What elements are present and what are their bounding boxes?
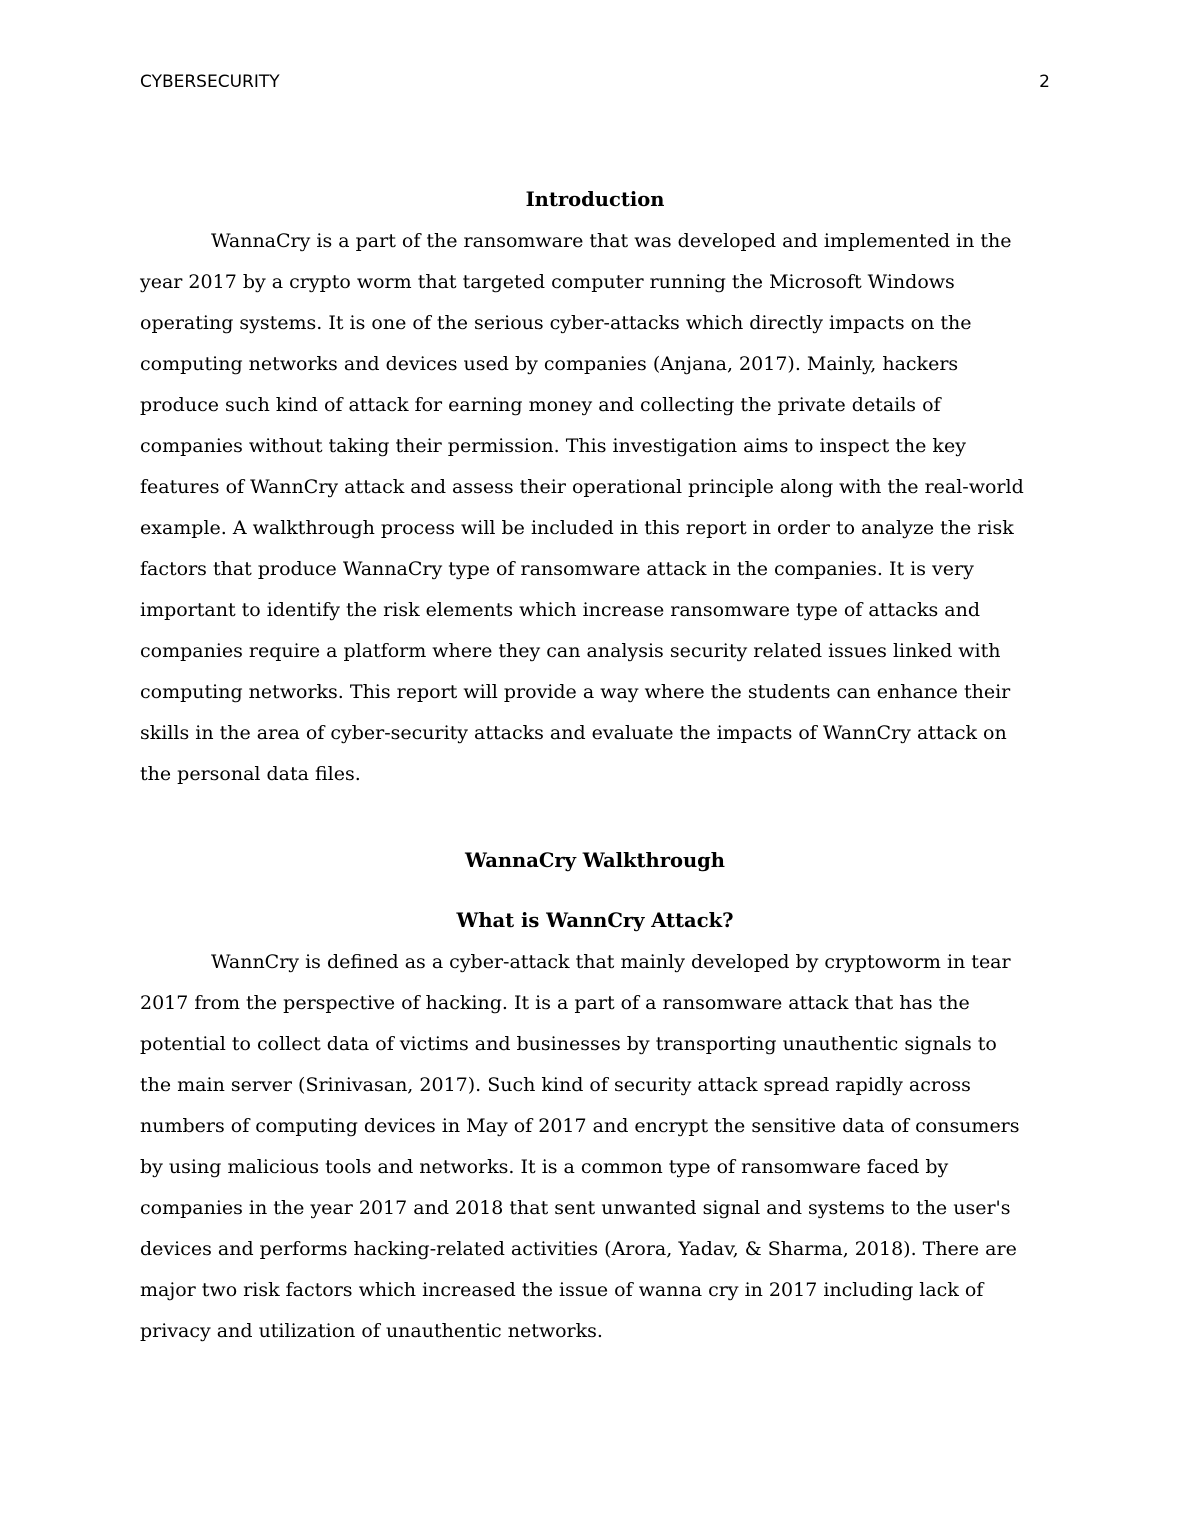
paragraph-line: companies in the year 2017 and 2018 that sent unwanted signal and systems to the user's — [140, 1197, 1011, 1219]
paragraph-line: computing networks and devices used by companies (Anjana, 2017). Mainly, hackers — [140, 353, 959, 375]
paragraph-line: skills in the area of cyber-security attacks and evaluate the impacts of WannCry attack on — [140, 722, 1007, 744]
heading-wannacry-walkthrough: WannaCry Walkthrough — [465, 849, 725, 872]
paragraph-line: computing networks. This report will provide a way where the students can enhance their — [140, 681, 1011, 703]
paragraph-line: important to identify the risk elements which increase ransomware type of attacks and — [140, 599, 980, 621]
paragraph-introduction — [140, 221, 1050, 795]
paragraph-line: the personal data files. — [140, 763, 361, 785]
page-number: 2 — [1039, 72, 1050, 92]
paragraph-line: WannCry is defined as a cyber-attack that mainly developed by cryptoworm in tear — [211, 951, 1011, 973]
paragraph-line: produce such kind of attack for earning money and collecting the private details of — [140, 394, 941, 416]
paragraph-line: potential to collect data of victims and businesses by transporting unauthentic signals to — [140, 1033, 997, 1055]
paragraph-line: example. A walkthrough process will be included in this report in order to analyze the risk — [140, 517, 1014, 539]
paragraph-line: companies require a platform where they can analysis security related issues linked with — [140, 640, 1001, 662]
paragraph-line: devices and performs hacking-related activities (Arora, Yadav, & Sharma, 2018). There are — [140, 1238, 1017, 1260]
paragraph-line: features of WannCry attack and assess their operational principle along with the real-world — [140, 476, 1024, 498]
paragraph-line: operating systems. It is one of the serious cyber-attacks which directly impacts on the — [140, 312, 972, 334]
paragraph-line: WannaCry is a part of the ransomware that was developed and implemented in the — [211, 230, 1012, 252]
paragraph-line: factors that produce WannaCry type of ransomware attack in the companies. It is very — [140, 558, 974, 580]
paragraph-line: by using malicious tools and networks. It is a common type of ransomware faced by — [140, 1156, 949, 1178]
heading-introduction: Introduction — [525, 188, 665, 211]
paragraph-line: numbers of computing devices in May of 2017 and encrypt the sensitive data of consumers — [140, 1115, 1020, 1137]
paragraph-line: the main server (Srinivasan, 2017). Such kind of security attack spread rapidly across — [140, 1074, 971, 1096]
paragraph-line: 2017 from the perspective of hacking. It is a part of a ransomware attack that has the — [140, 992, 970, 1014]
paragraph-line: major two risk factors which increased the issue of wanna cry in 2017 including lack of — [140, 1279, 984, 1301]
paragraph-line: privacy and utilization of unauthentic networks. — [140, 1320, 603, 1342]
paragraph-what-is-wanncry — [140, 942, 1050, 1352]
paragraph-line: year 2017 by a crypto worm that targeted computer running the Microsoft Windows — [140, 271, 955, 293]
heading-what-is-wanncry: What is WannCry Attack? — [456, 909, 734, 932]
paragraph-line: companies without taking their permission. This investigation aims to inspect the key — [140, 435, 966, 457]
running-head: CYBERSECURITY — [140, 72, 280, 92]
